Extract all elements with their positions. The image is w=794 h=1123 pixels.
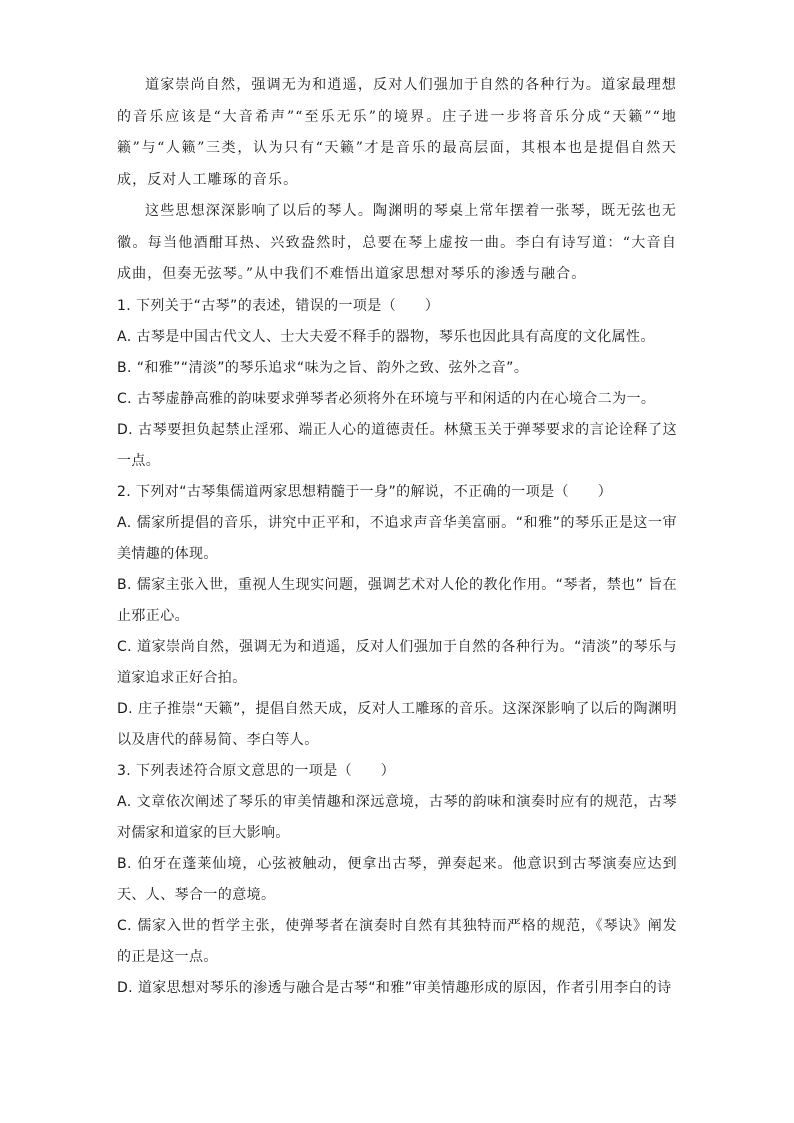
question-2 bbox=[117, 477, 677, 756]
question-stem: 2. 下列对“古琴集儒道两家思想精髓于一身”的解说，不正确的一项是（ ） bbox=[117, 483, 613, 500]
option-b: B. 伯牙在蓬莱仙境，心弦被触动，便拿出古琴，弹奏起来。他意识到古琴演奏应达到天、人、琴合一的意境。 bbox=[117, 855, 677, 903]
option-c: C. 道家崇尚自然，强调无为和逍遥，反对人们强加于自然的各种行为。“清淡”的琴乐与道家追求正好合拍。 bbox=[117, 638, 677, 686]
option-b: B. “和雅”“清淡”的琴乐追求“味为之旨、韵外之致、弦外之音”。 bbox=[117, 359, 529, 376]
question-stem: 1. 下列关于“古琴”的表述，错误的一项是（ ） bbox=[117, 297, 440, 314]
option-a: A. 儒家所提倡的音乐，讲究中正平和，不追求声音华美富丽。“和雅”的琴乐正是这一审美情趣的体现。 bbox=[117, 514, 677, 562]
passage-paragraph-2: 这些思想深深影响了以后的琴人。陶渊明的琴桌上常年摆着一张琴，既无弦也无徽。每当他酒酣耳热、兴致盎然时，总要在琴上虚按一曲。李白有诗写道：“大音自成曲，但奏无弦琴。”从中我们不难悟出道家思想对琴乐的渗透与融合。 bbox=[117, 203, 677, 282]
question-stem: 3. 下列表述符合原文意思的一项是（ ） bbox=[117, 762, 396, 779]
option-c: C. 古琴虚静高雅的韵味要求弹琴者必须将外在环境与平和闲适的内在心境合二为一。 bbox=[117, 390, 656, 407]
passage-paragraph-1: 道家崇尚自然，强调无为和逍遥，反对人们强加于自然的各种行为。道家最理想的音乐应该是“大音希声”“至乐无乐”的境界。庄子进一步将音乐分成“天籁”“地籁”与“人籁”三类，认为只有“天籁”才是音乐的最高层面，其根本也是提倡自然天成，反对人工雕琢的音乐。 bbox=[117, 77, 677, 188]
question-3 bbox=[117, 756, 677, 1004]
question-1 bbox=[117, 291, 677, 477]
option-d: D. 庄子推崇“天籁”，提倡自然天成，反对人工雕琢的音乐。这深深影响了以后的陶渊明以及唐代的薛易简、李白等人。 bbox=[117, 700, 677, 748]
option-d: D. 道家思想对琴乐的渗透与融合是古琴“和雅”审美情趣形成的原因，作者引用李白的诗 bbox=[117, 979, 672, 996]
option-d: D. 古琴要担负起禁止淫邪、端正人心的道德责任。林黛玉关于弹琴要求的言论诠释了这一点。 bbox=[117, 421, 677, 469]
option-a: A. 文章依次阐述了琴乐的审美情趣和深远意境，古琴的韵味和演奏时应有的规范，古琴对儒家和道家的巨大影响。 bbox=[117, 793, 677, 841]
option-a: A. 古琴是中国古代文人、士大夫爱不释手的器物，琴乐也因此具有高度的文化属性。 bbox=[117, 328, 655, 345]
option-c: C. 儒家入世的哲学主张，使弹琴者在演奏时自然有其独特而严格的规范，《琴诀》阐发的正是这一点。 bbox=[117, 917, 677, 965]
document-page bbox=[117, 70, 677, 1004]
option-b: B. 儒家主张入世，重视人生现实问题，强调艺术对人伦的教化作用。“琴者，禁也” 旨在止邪正心。 bbox=[117, 576, 677, 624]
